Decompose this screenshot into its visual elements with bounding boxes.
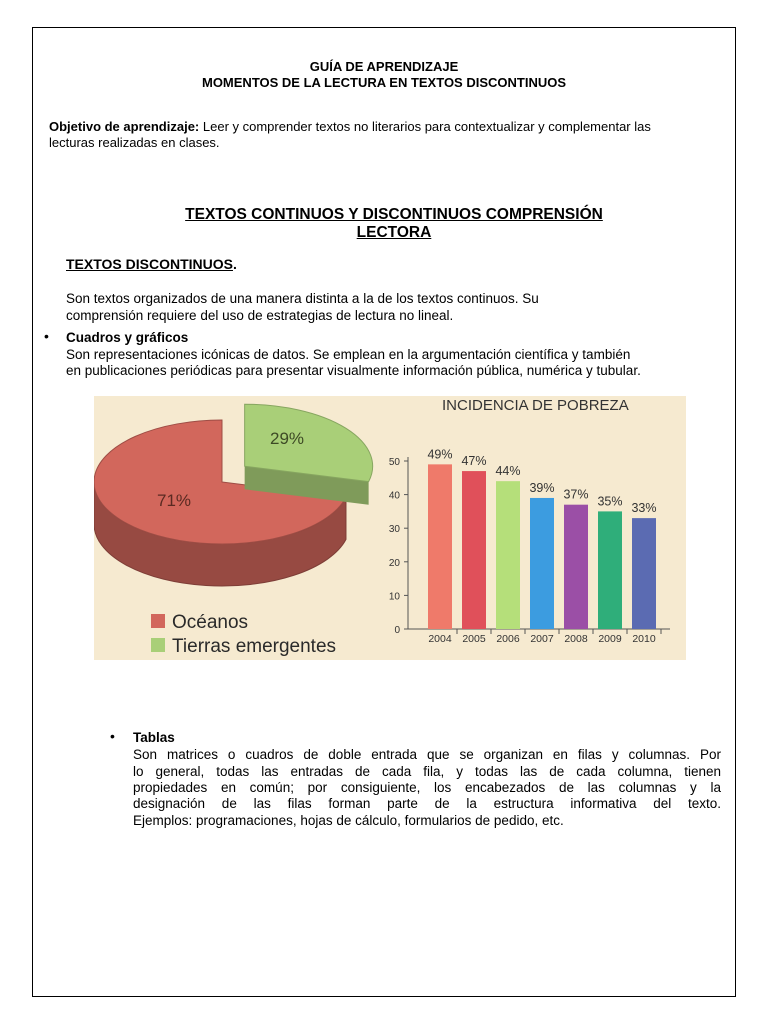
objective-text: Leer y comprender textos no literarios para contextualizar y complementar las (199, 119, 651, 134)
charts-figure (94, 396, 686, 660)
bullet2-line3: propiedades en común; por consiguiente, los encabezados de las columnas y la (133, 780, 721, 795)
bar-y-tick-label: 50 (388, 457, 400, 468)
objective-line2: lecturas realizadas en clases. (49, 135, 220, 150)
guide-header-line2: MOMENTOS DE LA LECTURA EN TEXTOS DISCONTINUOS (201, 75, 567, 90)
bar-x-tick-label: 2006 (496, 633, 520, 645)
bullet-symbol: • (44, 328, 49, 344)
charts-svg (94, 396, 686, 660)
pie-label-tierras: 29% (270, 429, 305, 448)
bar-y-tick-label: 30 (388, 524, 400, 536)
bullet2-line1: Son matrices o cuadros de doble entrada que se organizan en filas y columnas. Por (133, 747, 721, 762)
bullet1-line1: Son representaciones icónicas de datos. Se emplean en la argumentación científica y también (66, 347, 631, 362)
legend-label-0: Océanos (172, 612, 249, 633)
bullet2-line5: Ejemplos: programaciones, hojas de cálculo, formularios de pedido, etc. (133, 813, 564, 828)
bar-y-tick-label: 10 (388, 591, 400, 603)
legend-swatch-1 (151, 638, 165, 652)
objective-label: Objetivo de aprendizaje: (49, 119, 200, 134)
section-heading-dot: . (232, 256, 237, 272)
bullet1-line2: en publicaciones periódicas para presentar visualmente información pública, numérica y tubular. (66, 363, 641, 378)
bullet2-title: Tablas (133, 730, 175, 745)
bar-2004 (428, 464, 452, 629)
bar-value-label: 37% (563, 487, 589, 502)
bar-y-tick-label: 20 (388, 557, 400, 569)
main-title-line1: TEXTOS CONTINUOS Y DISCONTINUOS COMPRENSIÓN (185, 206, 603, 223)
bar-2006 (496, 481, 520, 629)
bar-value-label: 33% (631, 501, 657, 516)
bar-x-tick-label: 2007 (530, 633, 554, 645)
bullet2-line4: designación de las filas forman parte de la estructura informativa del texto. (133, 796, 721, 811)
bar-value-label: 35% (597, 494, 623, 509)
section-heading-text: TEXTOS DISCONTINUOS (66, 256, 233, 272)
intro-line2: comprensión requiere del uso de estrategias de lectura no lineal. (66, 308, 454, 323)
bar-x-tick-label: 2005 (462, 633, 486, 645)
bar-2008 (564, 505, 588, 629)
bullet-symbol: • (110, 728, 115, 744)
pie-label-oceanos: 71% (157, 491, 192, 510)
bar-2009 (598, 511, 622, 629)
bar-2010 (632, 518, 656, 629)
bar-x-tick-label: 2008 (564, 633, 588, 645)
bar-x-tick-label: 2009 (598, 633, 622, 645)
legend-swatch-0 (151, 614, 165, 628)
bar-x-tick-label: 2010 (632, 633, 656, 645)
main-title-line2: LECTORA (356, 224, 432, 241)
bar-value-label: 49% (427, 447, 453, 462)
bar-2005 (462, 471, 486, 629)
bar-value-label: 39% (529, 480, 555, 495)
bullet2-line2: lo general, todas las entradas de cada fila, y todas las de cada columna, tienen (133, 764, 721, 779)
bullet1-title: Cuadros y gráficos (66, 330, 189, 345)
bar-2007 (530, 498, 554, 629)
intro-line1: Son textos organizados de una manera distinta a la de los textos continuos. Su (66, 291, 539, 306)
bar-value-label: 47% (461, 454, 487, 469)
guide-header-line1: GUÍA DE APRENDIZAJE (309, 59, 459, 74)
bar-y-tick-label: 0 (394, 625, 400, 636)
section-heading (66, 256, 237, 273)
legend-label-1: Tierras emergentes (172, 636, 337, 657)
bar-y-tick-label: 40 (388, 490, 400, 502)
bar-chart-title: INCIDENCIA DE POBREZA (442, 397, 629, 414)
bar-value-label: 44% (495, 464, 521, 479)
objective-line1 (49, 118, 729, 135)
bar-x-tick-label: 2004 (428, 633, 452, 645)
